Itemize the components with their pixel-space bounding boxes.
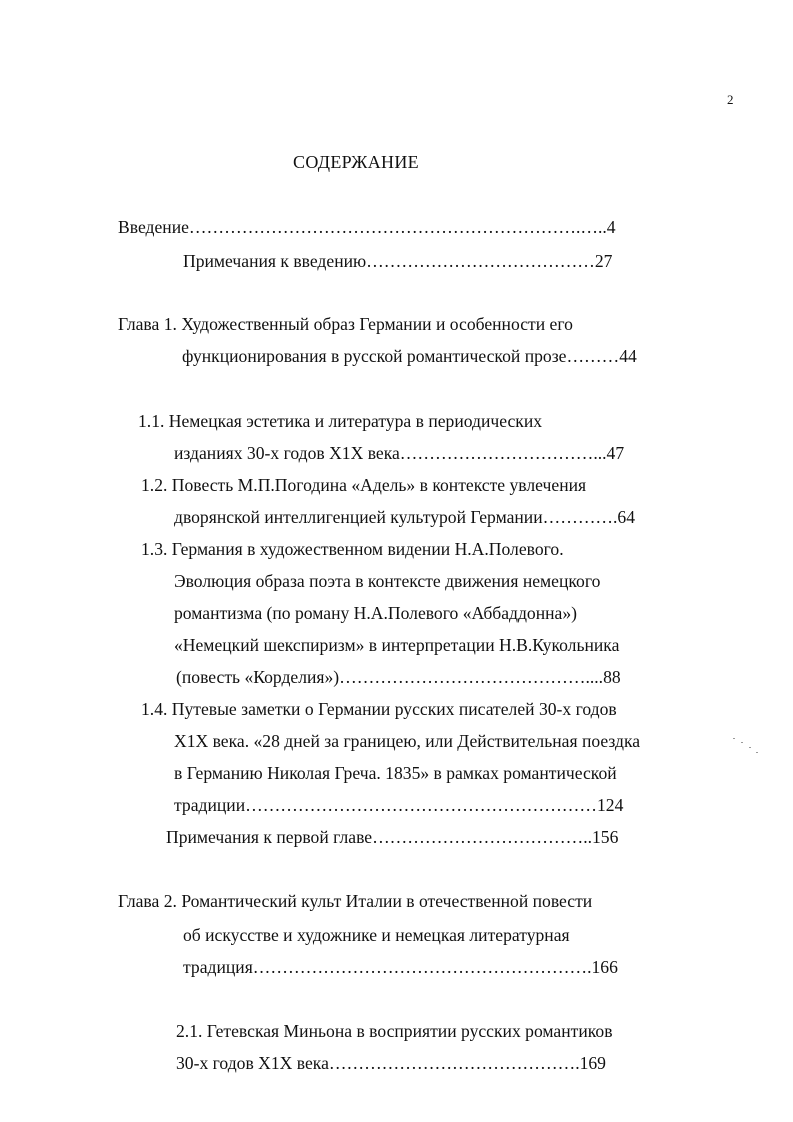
page-number: 2 <box>727 92 734 107</box>
toc-section-1-1-line-2: изданиях 30-х годов Х1Х века……………………………...47 <box>174 443 625 463</box>
toc-entry-introduction: Введение………………………………………………………….…..4 <box>118 217 616 237</box>
page-title: СОДЕРЖАНИЕ <box>293 152 419 172</box>
toc-entry-introduction-notes: Примечания к введению…………………………………27 <box>183 251 613 271</box>
toc-chapter-2-line-3: традиция………………………………………………….166 <box>183 957 618 977</box>
toc-section-1-1-line-1: 1.1. Немецкая эстетика и литература в периодических <box>138 411 543 431</box>
toc-section-1-3-line-1: 1.3. Германия в художественном видении Н.А.Полевого. <box>141 539 564 559</box>
toc-section-1-2-line-2: дворянской интеллигенцией культурой Германии………….64 <box>174 507 636 527</box>
toc-section-1-3-line-3: романтизма (по роману Н.А.Полевого «Аббаддонна») <box>174 603 578 623</box>
toc-section-1-4-line-1: 1.4. Путевые заметки о Германии русских писателей 30-х годов <box>141 699 617 719</box>
toc-chapter-1-line-2: функционирования в русской романтической прозе………44 <box>182 346 637 366</box>
toc-section-1-2-line-1: 1.2. Повесть М.П.Погодина «Адель» в контексте увлечения <box>141 475 587 495</box>
scan-speck <box>733 738 735 739</box>
toc-chapter-1-line-1: Глава 1. Художественный образ Германии и особенности его <box>118 314 573 334</box>
toc-section-1-4-line-4: традиции……………………………………………………124 <box>174 795 624 815</box>
scan-speck <box>749 747 751 748</box>
toc-chapter-2-line-1: Глава 2. Романтический культ Италии в отечественной повести <box>118 891 593 911</box>
toc-section-1-3-line-2: Эволюция образа поэта в контексте движения немецкого <box>174 571 601 591</box>
toc-section-2-1-line-2: 30-х годов Х1Х века…………………………………….169 <box>176 1053 606 1073</box>
toc-chapter-2-line-2: об искусстве и художнике и немецкая литературная <box>183 925 570 945</box>
toc-section-1-3-line-4: «Немецкий шекспиризм» в интерпретации Н.В.Кукольника <box>174 635 620 655</box>
toc-section-1-3-line-5: (повесть «Корделия»)……………………………………....88 <box>176 667 621 687</box>
toc-section-1-4-line-3: в Германию Николая Греча. 1835» в рамках романтической <box>174 763 617 783</box>
toc-entry-chapter-1-notes: Примечания к первой главе………………………………..156 <box>166 827 619 847</box>
toc-section-1-4-line-2: Х1Х века. «28 дней за границею, или Действительная поездка <box>174 731 641 751</box>
scan-speck <box>756 752 758 753</box>
toc-section-2-1-line-1: 2.1. Гетевская Миньона в восприятии русских романтиков <box>176 1021 613 1041</box>
scan-speck <box>741 742 743 743</box>
